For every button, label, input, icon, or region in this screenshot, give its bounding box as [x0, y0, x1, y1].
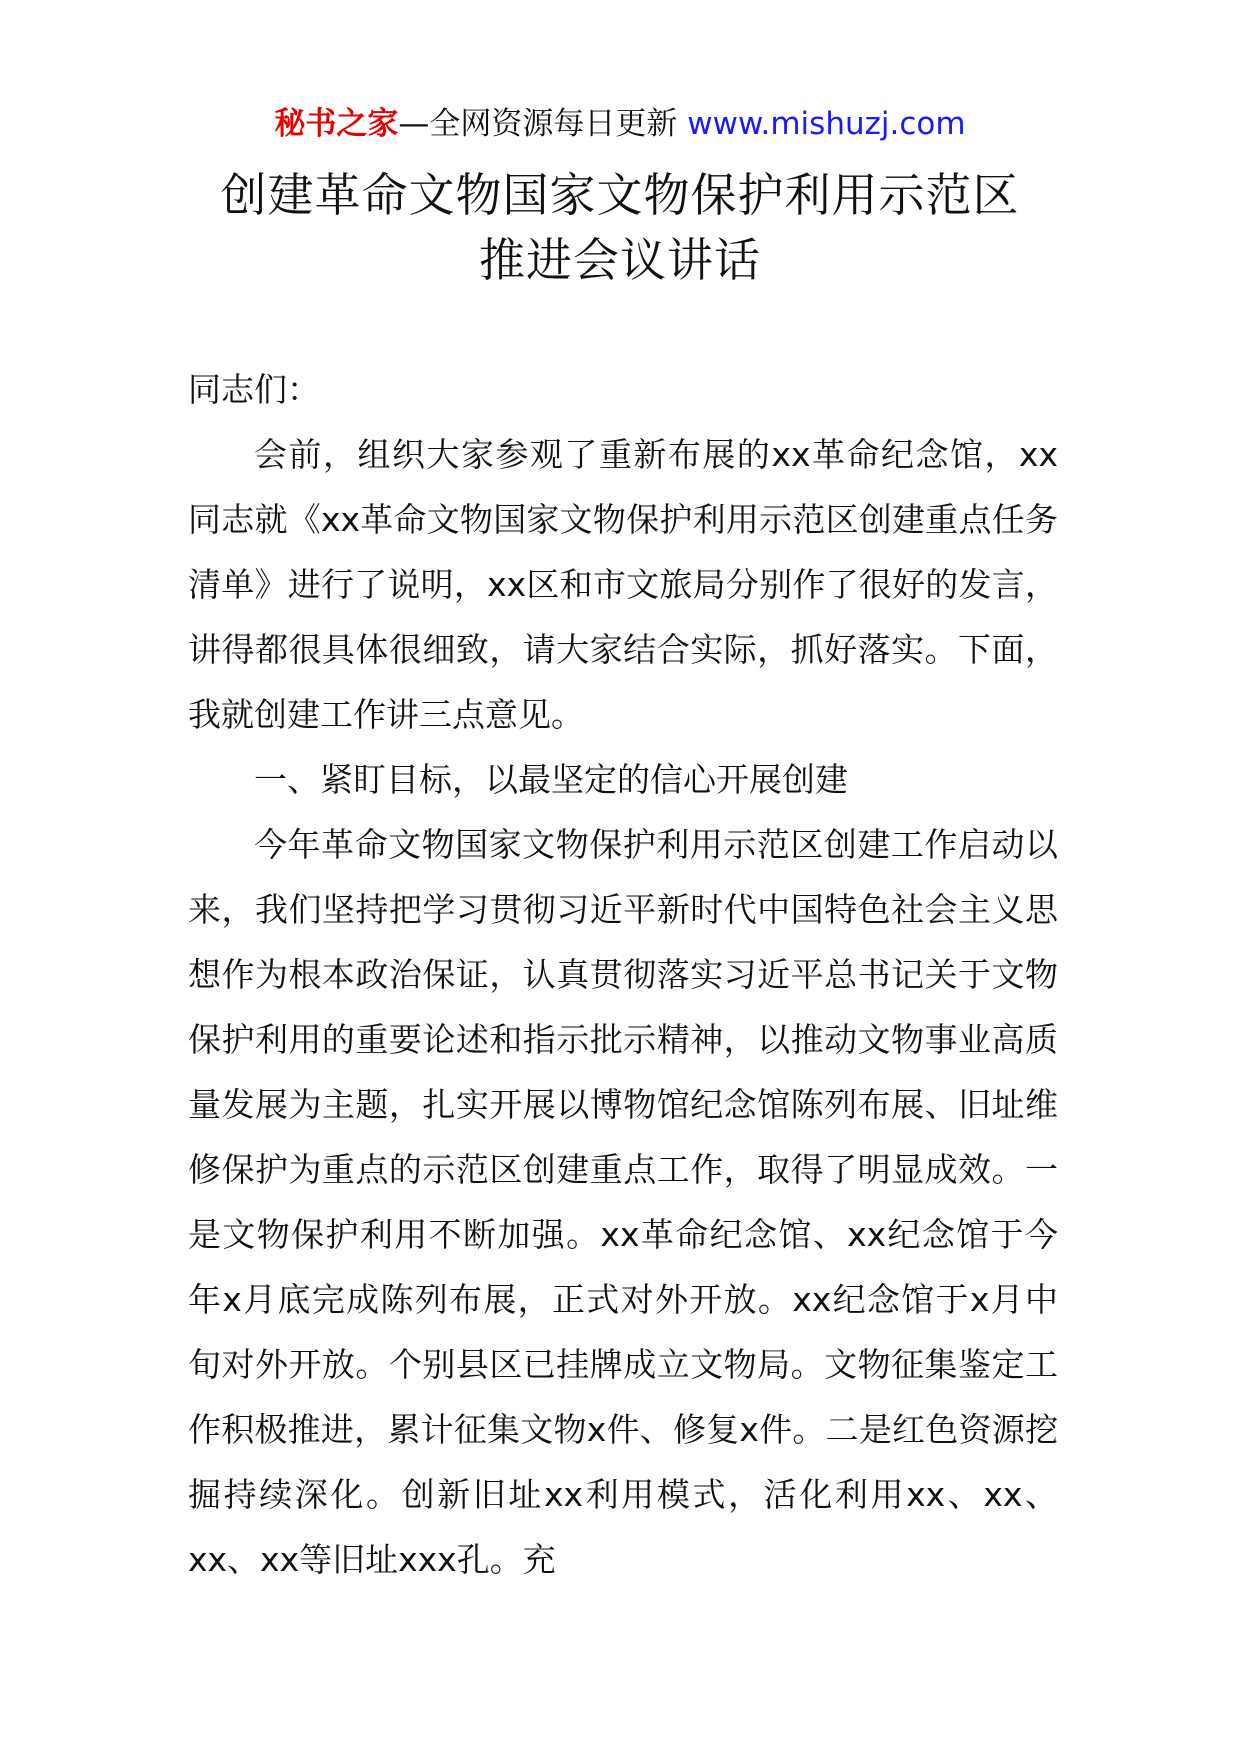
- section-heading-1: 一、紧盯目标，以最坚定的信心开展创建: [254, 760, 848, 799]
- site-header: [0, 100, 1240, 148]
- paragraph-intro: 会前，组织大家参观了重新布展的xx革命纪念馆，xx同志就《xx革命文物国家文物保护利用示范区创建重点任务清单》进行了说明，xx区和市文旅局分别作了很好的发言，讲得都很具体很细致，请大家结合实际，抓好落实。下面，我就创建工作讲三点意见。: [188, 435, 1058, 734]
- document-body: [188, 357, 1058, 1592]
- site-url-link[interactable]: www.mishuzj.com: [687, 106, 966, 142]
- paragraph-section-1: 今年革命文物国家文物保护利用示范区创建工作启动以来，我们坚持把学习贯彻习近平新时代中国特色社会主义思想作为根本政治保证，认真贯彻落实习近平总书记关于文物保护利用的重要论述和指示批示精神，以推动文物事业高质量发展为主题，扎实开展以博物馆纪念馆陈列布展、旧址维修保护为重点的示范区创建重点工作，取得了明显成效。一是文物保护利用不断加强。xx革命纪念馆、xx纪念馆于今年x月底完成陈列布展，正式对外开放。xx纪念馆于x月中旬对外开放。个别县区已挂牌成立文物局。文物征集鉴定工作积极推进，累计征集文物x件、修复x件。二是红色资源挖掘持续深化。创新旧址xx利用模式，活化利用xx、xx、xx、xx等旧址xxx孔。充: [188, 825, 1058, 1579]
- salutation: 同志们：: [188, 370, 320, 409]
- document-title-line-1: 创建革命文物国家文物保护利用示范区: [220, 168, 1020, 222]
- site-brand: 秘书之家: [274, 106, 399, 142]
- site-tagline: —全网资源每日更新: [398, 106, 688, 142]
- document-title-line-2: 推进会议讲话: [479, 233, 761, 287]
